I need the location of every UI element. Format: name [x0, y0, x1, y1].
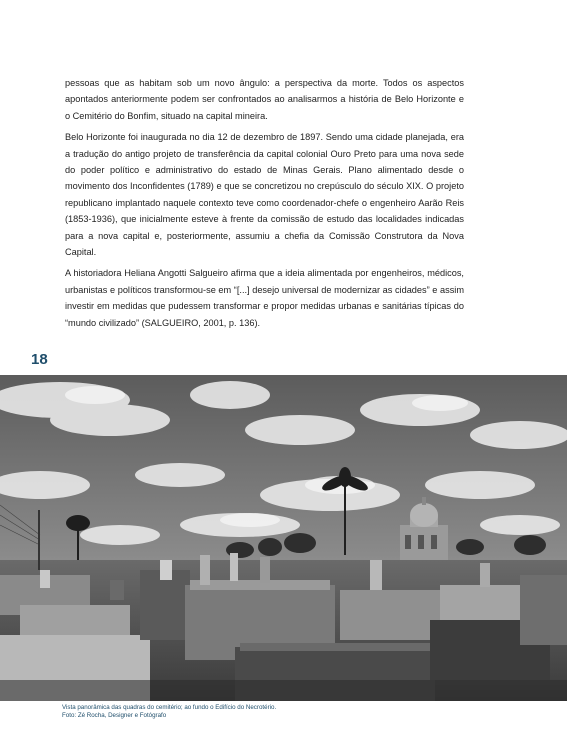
- caption-line-2: Foto: Zé Rocha, Designer e Fotógrafo: [62, 712, 167, 719]
- caption-line-1: Vista panorâmica das quadras do cemitério; ao fundo o Edifício do Necrotério.: [62, 704, 277, 711]
- paragraph-3: A historiadora Heliana Angotti Salgueiro afirma que a ideia alimentada por engenheiros, médicos, urbanistas e políticos transformou-se em “[...] desejo universal de modernizar as cidades” e assim investir em medidas que pudessem transformar e propor medidas urbanas e sanitárias típicas do “mundo civilizado” (SALGUEIRO, 2001, p. 136).: [65, 268, 464, 328]
- paragraph-2: Belo Horizonte foi inaugurada no dia 12 de dezembro de 1897. Sendo uma cidade planejada, era a tradução do antigo projeto de transferência da capital colonial Ouro Preto para uma nova sede do poder político e administrativo do estado de Minas Gerais. Plano alimentado desde o movimento dos Inconfidentes (1789) e que se concretizou no crepúsculo do século XIX. O projeto republicano implantado naquele contexto teve como coordenador-chefe o engenheiro Aarão Reis (1853-1936), que inicialmente esteve à frente da comissão de estudo das localidades indicadas para a nova capital e, posteriormente, assumiu a chefia da Comissão Construtora da Nova Capital.: [65, 132, 464, 258]
- photo-caption: [62, 704, 276, 720]
- cemetery-panorama-photo: [0, 375, 567, 701]
- page-number: 18: [31, 351, 48, 368]
- paragraph-1: pessoas que as habitam sob um novo ângulo: a perspectiva da morte. Todos os aspectos apontados anteriormente podem ser confrontados ao analisarmos a história de Belo Horizonte e o Cemitério do Bonfim, situado na capital mineira.: [65, 78, 464, 121]
- body-text: [65, 75, 464, 336]
